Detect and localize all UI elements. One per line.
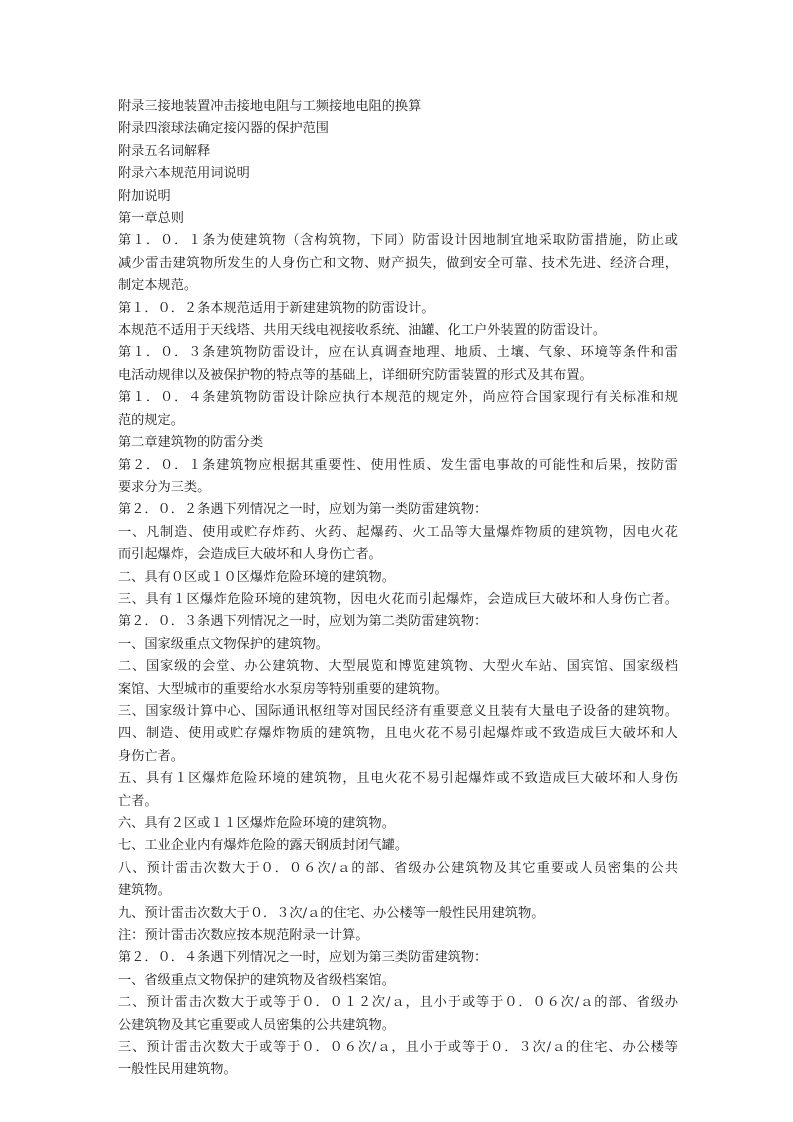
text-line: 附加说明 [118, 188, 171, 204]
text-line: 三、具有１区爆炸危险环境的建筑物，因电火花而引起爆炸，会造成巨大破坏和人身伤亡者。 [118, 591, 678, 607]
text-line: 一、省级重点文物保护的建筑物及省级档案馆。 [118, 972, 395, 988]
text-line: 身伤亡者。 [118, 748, 184, 764]
text-line: 七、工业企业内有爆炸危险的露天钢质封闭气罐。 [118, 838, 409, 854]
text-line: 而引起爆炸，会造成巨大破坏和人身伤亡者。 [118, 547, 382, 563]
text-line: 减少雷击建筑物所发生的人身伤亡和文物、财产损失，做到安全可靠、技术先进、经济合理， [118, 255, 678, 271]
text-line: 二、预计雷击次数大于或等于０．０１２次/ａ，且小于或等于０．０６次/ａ的部、省级办 [118, 995, 678, 1011]
text-line: 要求分为三类。 [118, 479, 211, 495]
text-line: 制定本规范。 [118, 278, 198, 294]
text-line: 电活动规律以及被保护物的特点等的基础上，详细研究防雷装置的形式及其布置。 [118, 367, 593, 383]
text-line: 三、国家级计算中心、国际通讯枢纽等对国民经济有重要意义且装有大量电子设备的建筑物。 [118, 703, 678, 719]
text-line: 第１．０．４条建筑物防雷设计除应执行本规范的规定外，尚应符合国家现行有关标准和规 [118, 390, 678, 406]
text-line: 第２．０．４条遇下列情况之一时，应划为第三类防雷建筑物： [118, 950, 488, 966]
text-line: 建筑物。 [118, 883, 171, 899]
text-line: 一、国家级重点文物保护的建筑物。 [118, 636, 329, 652]
text-line: 范的规定。 [118, 412, 184, 428]
text-line: 附录六本规范用词说明 [118, 166, 250, 182]
text-line: 第１．０．１条为使建筑物（含构筑物，下同）防雷设计因地制宜地采取防雷措施，防止或 [118, 233, 678, 249]
text-line: 三、预计雷击次数大于或等于０．０６次/ａ，且小于或等于０．３次/ａ的住宅、办公楼等 [118, 1040, 678, 1056]
text-line: 第２．０．２条遇下列情况之一时，应划为第一类防雷建筑物： [118, 502, 488, 518]
text-line: 第２．０．３条遇下列情况之一时，应划为第二类防雷建筑物： [118, 614, 488, 630]
text-line: 六、具有２区或１１区爆炸危险环境的建筑物。 [118, 816, 395, 831]
text-line: 附录四滚球法确定接闪器的保护范围 [118, 121, 329, 137]
text-line: 五、具有１区爆炸危险环境的建筑物，且电火花不易引起爆炸或不致造成巨大破坏和人身伤 [118, 771, 678, 787]
text-line: 注：预计雷击次数应按本规范附录一计算。 [118, 928, 369, 944]
text-line: 一般性民用建筑物。 [118, 1062, 237, 1078]
text-line: 第１．０．３条建筑物防雷设计，应在认真调查地理、地质、土壤、气象、环境等条件和雷 [118, 345, 678, 361]
document-body [118, 96, 678, 1082]
text-line: 一、凡制造、使用或贮存炸药、火药、起爆药、火工品等大量爆炸物质的建筑物，因电火花 [118, 524, 678, 540]
text-line: 附录三接地装置冲击接地电阻与工频接地电阻的换算 [118, 99, 422, 114]
text-line: 附录五名词解释 [118, 143, 211, 159]
chapter-heading: 第二章建筑物的防雷分类 [118, 435, 264, 451]
text-line: 公建筑物及其它重要或人员密集的公共建筑物。 [118, 1017, 395, 1033]
text-line: 第１．０．２条本规范适用于新建建筑物的防雷设计。 [118, 300, 435, 316]
text-line: 亡者。 [118, 793, 158, 809]
text-line: 四、制造、使用或贮存爆炸物质的建筑物，且电火花不易引起爆炸或不致造成巨大破坏和人 [118, 726, 678, 742]
text-line: 九、预计雷击次数大于０．３次/ａ的住宅、办公楼等一般性民用建筑物。 [118, 905, 545, 921]
text-line: 二、国家级的会堂、办公建筑物、大型展览和博览建筑物、大型火车站、国宾馆、国家级档 [118, 659, 678, 675]
text-line: 本规范不适用于天线塔、共用天线电视接收系统、油罐、化工户外装置的防雷设计。 [118, 323, 606, 339]
text-line: 案馆、大型城市的重要给水水泵房等特别重要的建筑物。 [118, 681, 448, 697]
text-line: 八、预计雷击次数大于０．０６次/ａ的部、省级办公建筑物及其它重要或人员密集的公共 [118, 860, 678, 876]
chapter-heading: 第一章总则 [118, 211, 184, 227]
text-line: 第２．０．１条建筑物应根据其重要性、使用性质、发生雷电事故的可能性和后果，按防雷 [118, 457, 678, 473]
text-line: 二、具有０区或１０区爆炸危险环境的建筑物。 [118, 569, 395, 585]
